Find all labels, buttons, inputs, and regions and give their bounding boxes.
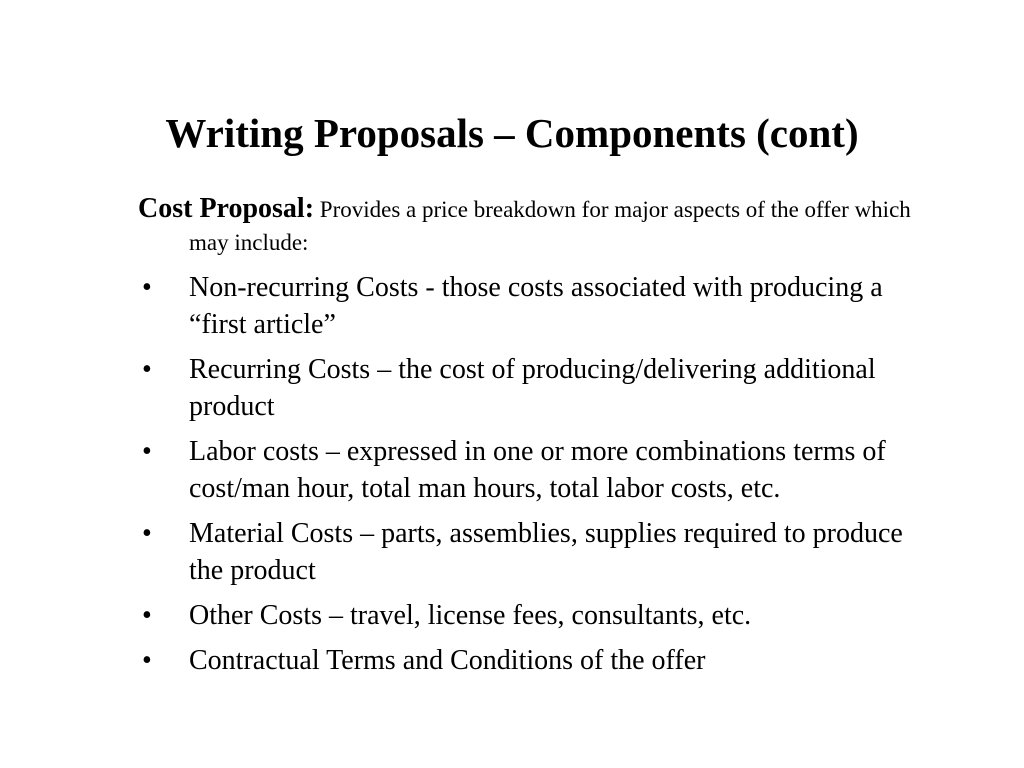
bullet-icon: • xyxy=(142,645,152,676)
list-item xyxy=(138,515,938,589)
bullet-icon: • xyxy=(142,354,152,385)
list-item-text: Labor costs – expressed in one or more combinations terms of cost/man hour, total man hours, total labor costs, etc. xyxy=(189,436,886,504)
bullet-icon: • xyxy=(142,518,152,549)
cost-proposal-description: Provides a price breakdown for major aspects of the offer which may include: xyxy=(189,197,911,255)
list-item xyxy=(138,642,938,679)
list-item xyxy=(138,269,938,343)
cost-proposal-intro xyxy=(138,192,938,259)
slide-body xyxy=(138,192,938,687)
cost-proposal-label: Cost Proposal: xyxy=(138,193,315,224)
list-item-text: Non-recurring Costs - those costs associated with producing a “first article” xyxy=(189,272,883,340)
list-item xyxy=(138,597,938,634)
bullet-icon: • xyxy=(142,272,152,303)
bullet-icon: • xyxy=(142,600,152,631)
list-item xyxy=(138,351,938,425)
cost-components-list xyxy=(138,269,938,679)
list-item-text: Material Costs – parts, assemblies, supplies required to produce the product xyxy=(189,518,903,586)
list-item xyxy=(138,433,938,507)
slide-title: Writing Proposals – Components (cont) xyxy=(165,110,859,156)
list-item-text: Contractual Terms and Conditions of the offer xyxy=(189,645,706,676)
list-item-text: Other Costs – travel, license fees, consultants, etc. xyxy=(189,600,752,631)
list-item-text: Recurring Costs – the cost of producing/delivering additional product xyxy=(189,354,876,422)
bullet-icon: • xyxy=(142,436,152,467)
